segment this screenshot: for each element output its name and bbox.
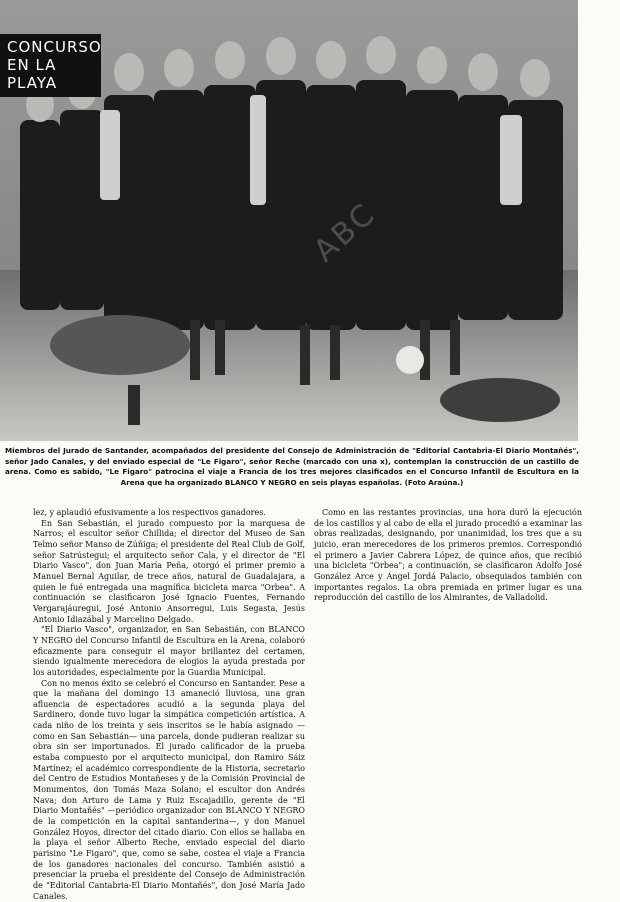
- article-paragraph: Como en las restantes provincias, una hora duró la ejecución de los castillos y al cabo de ella el jurado procedió a examinar las obras realizadas, designando, por unanimidad, los tres que a su juicio, eran merecedores de los primeros premios. Correspondió el primero a Javier Cabrera López, de quince años, que recibió una bicicleta "Orbea"; a continuación, se clasificaron Adolfo José González Arce y Ángel Jordá Palacio, obsequiados también con importantes regalos. La obra premiada en primer lugar es una reproducción del castillo de los Almirantes, de Valladolid.: [314, 508, 582, 604]
- article-paragraph: En San Sebastián, el jurado compuesto por la marquesa de Narros; el escultor señor Chillida; el director del Museo de San Telmo señor Manso de Zúñiga; el presidente del Real Club de Golf, señor Satrústegui; el arquitecto señor Cala, y el director de "El Diario Vasco", don Juan María Peña, otorgó el primer premio a Manuel Bernal Aguilar, de trece años, natural de Guadalajara, a quien le fué entregada una magnífica bicicleta marca "Orbea". A continuación se clasificaron José Ignacio Fuentes, Fernando Vergarajáuregui, José Antonio Ansorregui, Luis Segasta, Jesús Antonio Idiazábal y Marcelino Delgado.: [33, 519, 305, 626]
- article-paragraph: "El Diario Vasco", organizador, en San Sebastián, con BLANCO Y NEGRO del Concurso Infantil de Escultura en la Arena, colaboró eficazmente para conseguir el mayor brillantez del certamen, siendo igualmente merecedora de elogios la ayuda prestada por los autoridades, especialmente por la Guardia Municipal.: [33, 625, 305, 678]
- article-column-left: [33, 508, 305, 808]
- article-column-right: [314, 508, 582, 808]
- photo-caption: Miembros del Jurado de Santander, acompañados del presidente del Consejo de Administración de "Editorial Cantabria-El Diario Montañés", señor Jado Canales, y del enviado especial de "Le Figaro", señor Reche (marcado con una x), contemplan la construcción de un castillo de arena. Como es sabido, "Le Figaro" patrocina el viaje a Francia de los tres mejores clasificados en el Concurso Infantil de Escultura en la Arena que ha organizado BLANCO Y NEGRO en seis playas españolas. (Foto Araúna.): [5, 446, 579, 488]
- section-label: CONCURSO EN LA PLAYA: [0, 34, 101, 97]
- article-paragraph: Con no menos éxito se celebró el Concurso en Santander. Pese a que la mañana del domingo 13 amaneció lluviosa, una gran afluencia de espectadores acudió a la segunda playa del Sardinero, donde tuvo lugar la simpática competición artística. A cada niño de los treinta y seis inscritos se le había asignado —como en San Sebastián— una parcela, donde pudieran realizar su obra sin ser importunados. El jurado calificador de la prueba estaba compuesto por el arquitecto municipal, don Ramiro Sáiz Martínez; el académico correspondiente de la Historia, secretario del Centro de Estudios Montañeses y de la Comisión Provincial de Monumentos, don Tomás Maza Solano; el escultor don Andrés Nava; don Arturo de Lama y Ruiz Escajadillo, gerente de "El Diario Montañés" —periódico organizador con BLANCO Y NEGRO de la competición en la capital santanderina—, y don Manuel González Hoyos, director del citado diario. Con ellos se hallaba en la playa el señor Alberto Reche, enviado especial del diario parisino "Le Figaro", que, como se sabe, costea el viaje a Francia de los ganadores nacionales del concurso. También asistió a presenciar la prueba el presidente del Consejo de Administración de "Editorial Cantabria-El Diario Montañés", don José María Jado Canales.: [33, 679, 305, 902]
- article-paragraph: lez, y aplaudió efusivamente a los respectivos ganadores.: [33, 508, 305, 519]
- watermark-text: ABC: [307, 196, 383, 269]
